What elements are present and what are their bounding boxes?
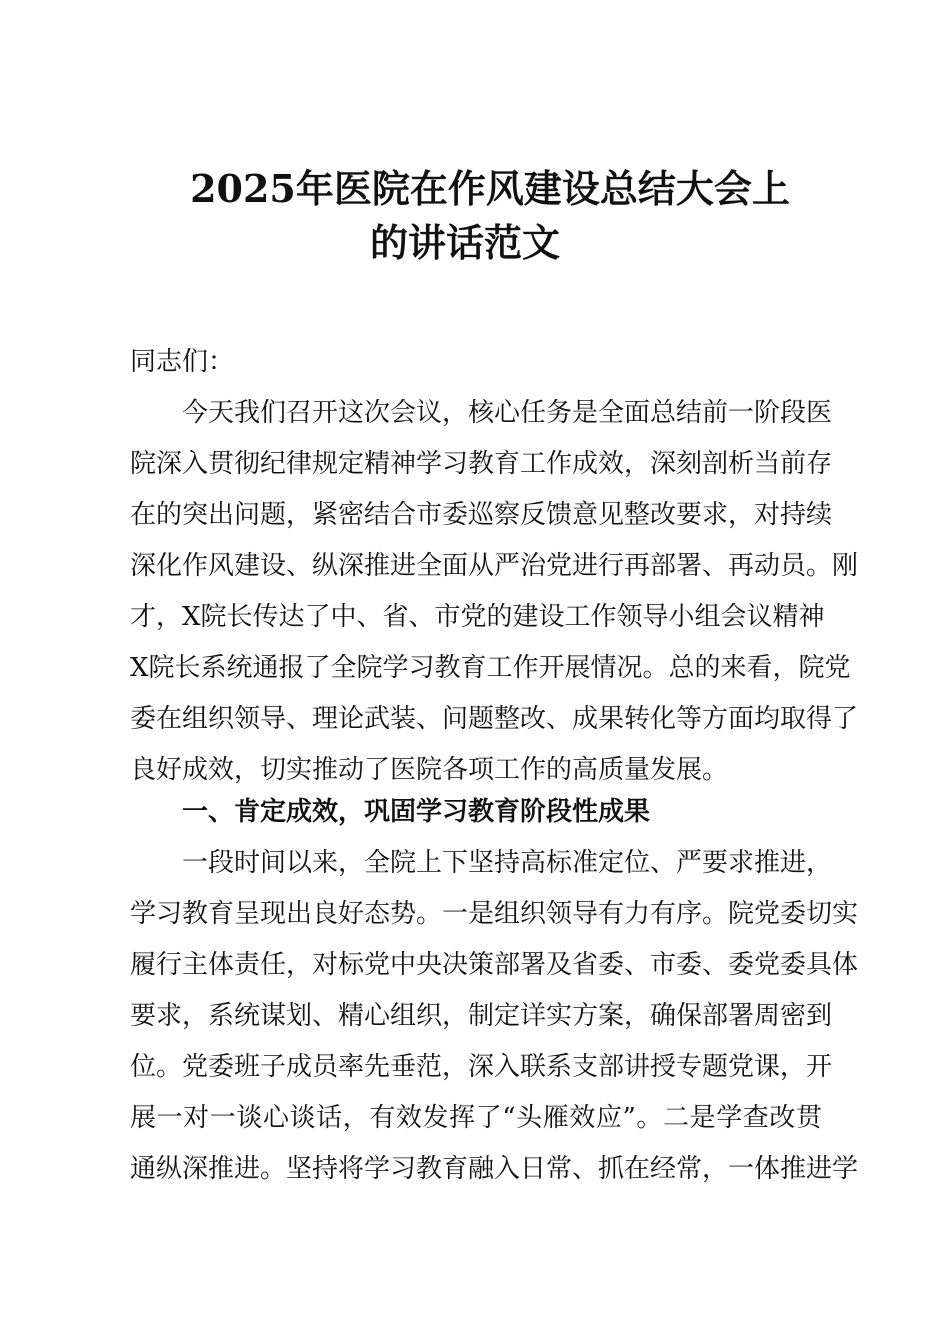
document-title-line-2: 的讲话范文 — [370, 220, 561, 265]
paragraph-line: 才，X院长传达了中、省、市党的建设工作领导小组会议精神 — [130, 602, 825, 632]
paragraph-line: 要求，系统谋划、精心组织，制定详实方案，确保部署周密到 — [130, 1001, 833, 1031]
salutation: 同志们： — [130, 347, 235, 377]
document-title-line-1: 2025年医院在作风建设总结大会上 — [190, 166, 790, 211]
paragraph-line: X院长系统通报了全院学习教育工作开展情况。总的来看，院党 — [130, 653, 851, 683]
paragraph-line: 一段时间以来，全院上下坚持高标准定位、严要求推进， — [182, 848, 833, 878]
paragraph-line: 学习教育呈现出良好态势。一是组织领导有力有序。院党委切实 — [130, 899, 859, 929]
paragraph-line: 通纵深推进。坚持将学习教育融入日常、抓在经常，一体推进学 — [130, 1154, 859, 1184]
section-heading: 一、肯定成效，巩固学习教育阶段性成果 — [182, 797, 651, 827]
paragraph-line: 良好成效，切实推动了医院各项工作的高质量发展。 — [130, 755, 729, 785]
paragraph-line: 展一对一谈心谈话，有效发挥了“头雁效应”。二是学查改贯 — [130, 1103, 822, 1133]
paragraph-line: 深化作风建设、纵深推进全面从严治党进行再部署、再动员。刚 — [130, 551, 859, 581]
paragraph-line: 履行主体责任，对标党中央决策部署及省委、市委、委党委具体 — [130, 950, 859, 980]
paragraph-line: 今天我们召开这次会议，核心任务是全面总结前一阶段医 — [182, 398, 833, 428]
paragraph-line: 在的突出问题，紧密结合市委巡察反馈意见整改要求，对持续 — [130, 500, 833, 530]
paragraph-line: 位。党委班子成员率先垂范，深入联系支部讲授专题党课，开 — [130, 1052, 833, 1082]
paragraph-line: 院深入贯彻纪律规定精神学习教育工作成效，深刻剖析当前存 — [130, 449, 833, 479]
paragraph-line: 委在组织领导、理论武装、问题整改、成果转化等方面均取得了 — [130, 704, 859, 734]
